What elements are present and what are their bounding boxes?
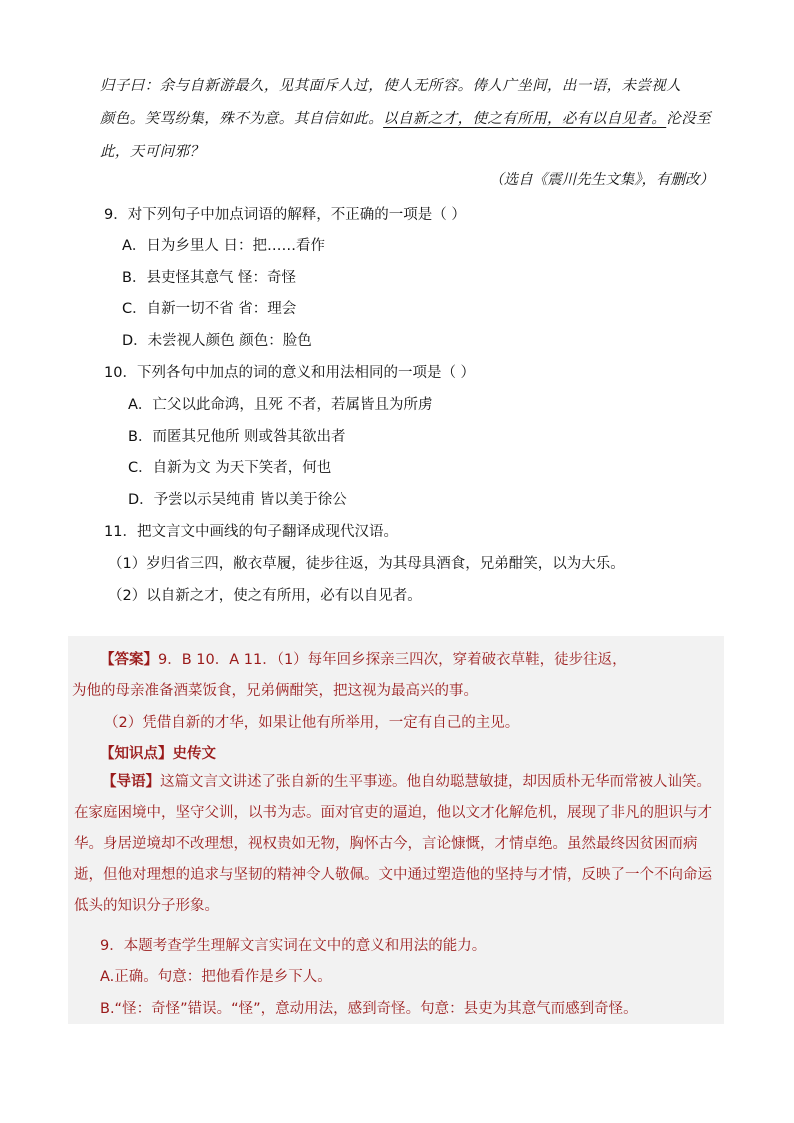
passage-line-2 bbox=[100, 103, 726, 136]
knowledge-value: 史传文 bbox=[172, 746, 216, 762]
guide-label: 【导语】 bbox=[102, 774, 160, 790]
question-9-option-b: B．县吏怪其意气 怪：奇怪 bbox=[122, 270, 297, 286]
passage-line-3: 此，天可问邪？ bbox=[100, 144, 205, 160]
question-9-option-d: D．未尝视人颜色 颜色：脸色 bbox=[122, 333, 312, 349]
passage-line-2-text: 颜色。笑骂纷集，殊不为意。其自信如此。 bbox=[100, 111, 384, 127]
answer-label: 【答案】 bbox=[100, 652, 158, 668]
question-11-item-1: （1）岁归省三四，敝衣草履，徒步往返，为其母具酒食，兄弟酣笑，以为大乐。 bbox=[108, 556, 625, 572]
analysis-option-a: A.正确。句意：把他看作是乡下人。 bbox=[100, 969, 332, 985]
question-11-item-2: （2）以自新之才，使之有所用，必有以自见者。 bbox=[108, 588, 422, 604]
analysis-q9-intro: 9．本题考查学生理解文言实词在文中的意义和用法的能力。 bbox=[100, 938, 487, 954]
question-9-stem: 9．对下列句子中加点词语的解释，不正确的一项是（ ） bbox=[104, 207, 466, 223]
question-11-stem: 11．把文言文中画线的句子翻译成现代汉语。 bbox=[104, 524, 398, 540]
question-10-option-b: B．而匿其兄他所 则或咎其欲出者 bbox=[128, 429, 346, 445]
question-10-option-a: A．亡父以此命鸿，且死 不者，若属皆且为所虏 bbox=[128, 397, 433, 413]
guide-paragraph bbox=[74, 767, 722, 922]
passage-line-1: 归子曰：余与自新游最久，见其面斥人过，使人无所容。俦人广坐间，出一语，未尝视人 bbox=[100, 78, 682, 94]
question-9-option-c: C．自新一切不省 省：理会 bbox=[122, 301, 297, 317]
answer-line-1-text: 9．B 10．A 11．（1）每年回乡探亲三四次，穿着破衣草鞋，徒步往返， bbox=[158, 652, 627, 668]
question-10-option-d: D．予尝以示吴纯甫 皆以美于徐公 bbox=[128, 492, 347, 508]
answer-line-2: 为他的母亲准备酒菜饭食，兄弟俩酣笑，把这视为最高兴的事。 bbox=[72, 683, 478, 699]
knowledge-label: 【知识点】 bbox=[100, 746, 173, 762]
answer-line-3: （2）凭借自新的才华，如果让他有所举用，一定有自己的主见。 bbox=[104, 715, 520, 731]
guide-text: 这篇文言文讲述了张自新的生平事迹。他自幼聪慧敏捷，却因质朴无华而常被人讪笑。在家庭困境中，坚守父训，以书为志。面对官吏的逼迫，他以文才化解危机，展现了非凡的胆识与才华。身居逆境却不改理想，视权贵如无物，胸怀古今，言论慷慨，才情卓绝。虽然最终因贫困而病逝，但他对理想的追求与坚韧的精神令人敬佩。文中通过塑造他的坚持与才情，反映了一个不向命运低头的知识分子形象。 bbox=[74, 774, 712, 914]
answer-line-1 bbox=[100, 648, 627, 669]
question-9-option-a: A．日为乡里人 日：把……看作 bbox=[122, 238, 326, 254]
question-10-stem: 10．下列各句中加点的词的意义和用法相同的一项是（ ） bbox=[104, 365, 476, 381]
passage-source: （选自《震川先生文集》，有删改） bbox=[489, 172, 714, 188]
analysis-option-b: B.“怪：奇怪”错误。“怪”，意动用法，感到奇怪。句意：县吏为其意气而感到奇怪。 bbox=[100, 1001, 638, 1017]
passage-line-2-tail: 沦没至 bbox=[666, 111, 711, 127]
classical-passage bbox=[100, 70, 726, 169]
knowledge-point bbox=[100, 742, 216, 763]
question-10-option-c: C．自新为文 为天下笑者，何也 bbox=[128, 460, 332, 476]
underlined-sentence: 以自新之才，使之有所用，必有以自见者。 bbox=[383, 111, 667, 127]
